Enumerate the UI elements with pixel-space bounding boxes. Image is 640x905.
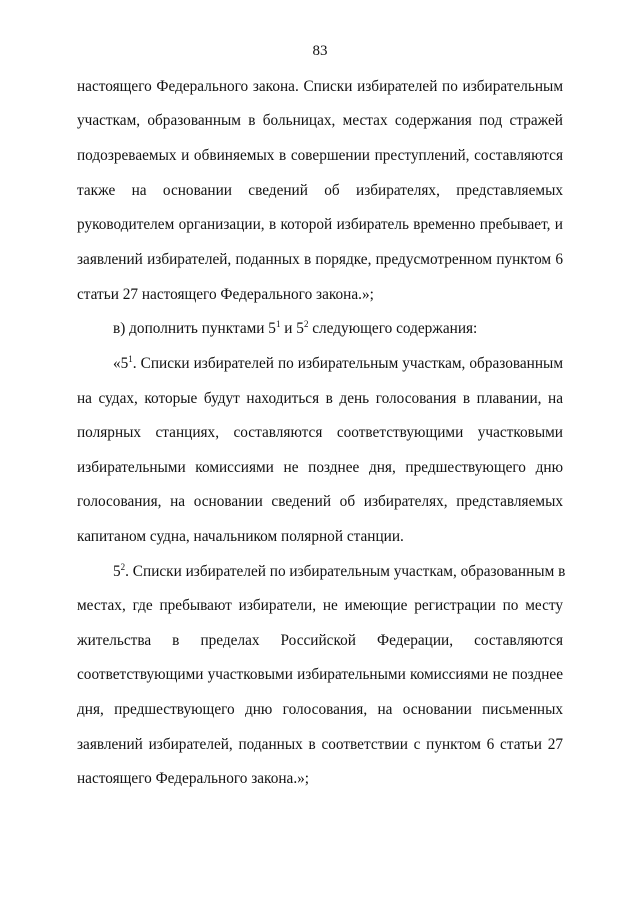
text-line: настоящего Федерального закона.»;: [77, 770, 310, 787]
text-line: также на основании сведений об избирателях, представляемых: [77, 182, 563, 199]
text-line: избирательными комиссиями не позднее дня, предшествующего дню: [77, 459, 563, 476]
text-line: [113, 354, 563, 374]
text-line: дня, предшествующего дню голосования, на основании письменных: [77, 701, 563, 718]
clause-number: «5: [113, 355, 129, 372]
item-v-suffix: следующего содержания:: [308, 320, 478, 337]
text-line: [113, 562, 566, 582]
superscript: 2: [303, 319, 309, 329]
text-line: настоящего Федерального закона. Списки избирателей по избирательным: [77, 78, 563, 95]
text-line: жительства в пределах Российской Федерации, составляются: [77, 632, 563, 649]
clause-text: . Списки избирателей по избирательным участкам, образованным: [132, 355, 563, 372]
text-line: на судах, которые будут находиться в день голосования в плавании, на: [77, 390, 563, 407]
text-line: участкам, образованным в больницах, местах содержания под стражей: [77, 112, 563, 129]
text-line: местах, где пребывают избиратели, не имеющие регистрации по месту: [77, 597, 563, 614]
page-number: 83: [312, 43, 328, 59]
text-line: руководителем организации, в которой избиратель временно пребывает, и: [77, 216, 563, 233]
item-v-middle: и 5: [280, 320, 304, 337]
superscript: 1: [275, 319, 281, 329]
clause-text: . Списки избирателей по избирательным участкам, образованным в: [125, 563, 566, 580]
superscript: 2: [120, 562, 126, 572]
text-line: соответствующими участковыми избирательными комиссиями не позднее: [77, 666, 563, 683]
text-line: статьи 27 настоящего Федерального закона.»;: [77, 286, 374, 303]
text-line: капитаном судна, начальником полярной станции.: [77, 528, 404, 545]
item-v-line: [113, 319, 563, 339]
clause-number: 5: [113, 563, 121, 580]
item-v-prefix: в) дополнить пунктами 5: [113, 320, 276, 337]
text-line: заявлений избирателей, поданных в соответствии с пунктом 6 статьи 27: [77, 736, 563, 753]
superscript: 1: [128, 354, 133, 364]
text-line: заявлений избирателей, поданных в порядке, предусмотренном пунктом 6: [77, 251, 563, 268]
text-line: голосования, на основании сведений об избирателях, представляемых: [77, 493, 563, 510]
text-line: полярных станциях, составляются соответствующими участковыми: [77, 424, 563, 441]
text-line: подозреваемых и обвиняемых в совершении преступлений, составляются: [77, 147, 563, 164]
